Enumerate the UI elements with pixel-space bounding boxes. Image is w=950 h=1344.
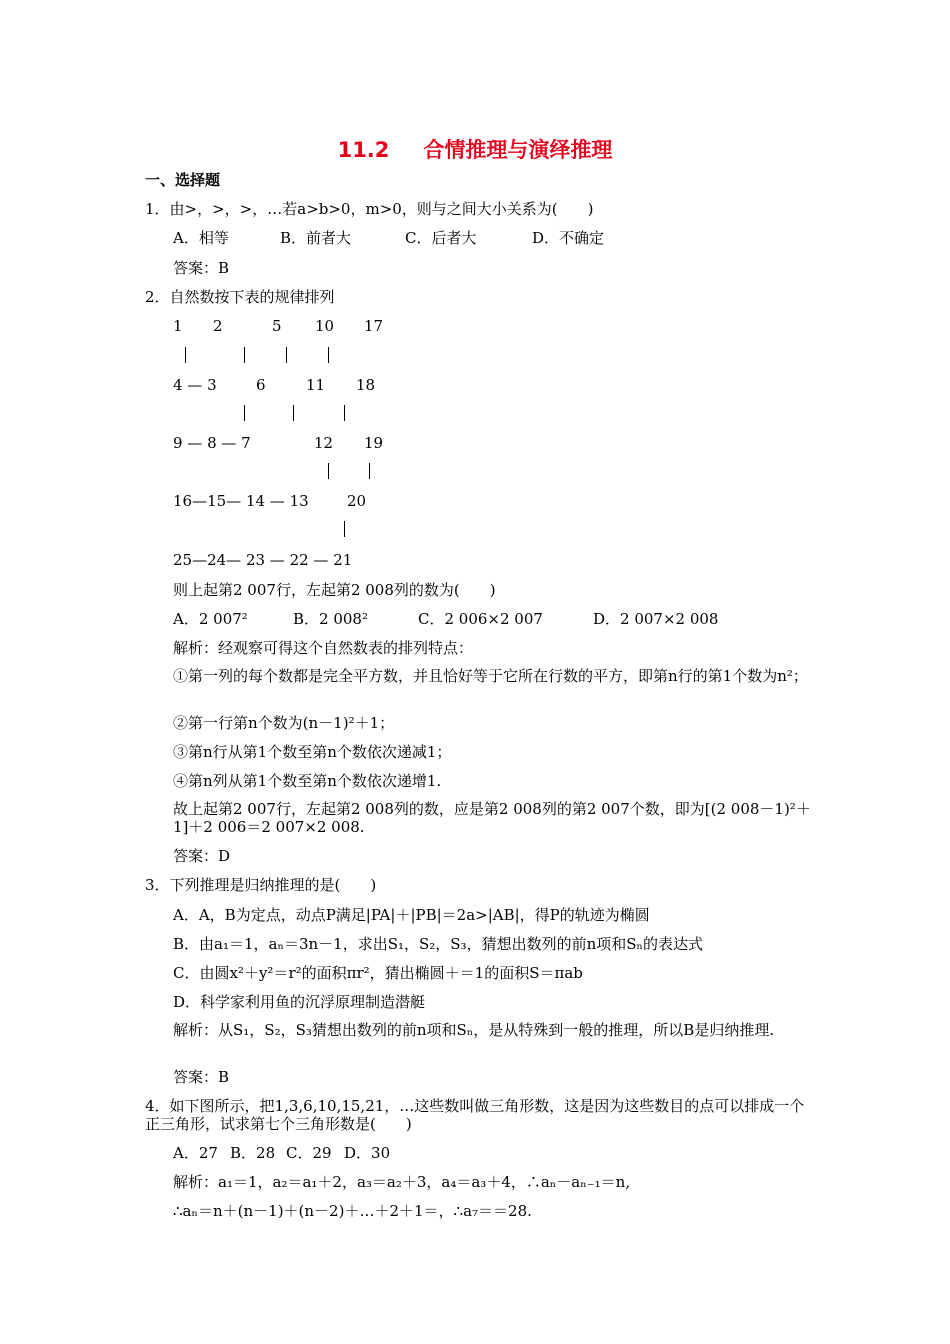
q3-option-c: C．由圆x²＋y²＝r²的面积πr²，猜出椭圆＋＝1的面积S＝πab [173,964,583,982]
q3-option-d: D．科学家利用鱼的沉浮原理制造潜艇 [173,993,426,1011]
grid-connector [286,347,287,363]
q3-option-a: A．A，B为定点，动点P满足|PA|＋|PB|＝2a>|AB|，得P的轨迹为椭圆 [173,906,650,924]
q2-point-4: ④第n列从第1个数至第n个数依次递增1. [173,772,442,790]
grid-connector [344,521,345,537]
grid-cell: 10 [315,317,335,335]
q1-answer: 答案：B [173,259,230,277]
grid-connector [344,405,345,421]
q4-analysis-line-2: ∴aₙ＝n＋(n－1)＋(n－2)＋…＋2＋1＝，∴a₇＝＝28. [173,1202,532,1220]
q4-option-c: C．29 [286,1144,332,1162]
grid-connector [328,463,329,479]
q2-option-a: A．2 007² [173,610,248,628]
grid-connector [244,405,245,421]
q4-stem: 4．如下图所示，把1,3,6,10,15,21，…这些数叫做三角形数，这是因为这些数目的点可以排成一个正三角形，试求第七个三角形数是( ) [145,1097,805,1133]
grid-cell: 17 [364,317,384,335]
q4-analysis-line-1: 解析：a₁＝1，a₂＝a₁＋2，a₃＝a₂＋3，a₄＝a₃＋4，∴aₙ－aₙ₋₁＝n, [173,1173,631,1191]
grid-cell: 9 — 8 — 7 [173,434,251,452]
grid-connector [293,405,294,421]
q1-option-c: C．后者大 [405,229,477,247]
q4-option-d: D．30 [344,1144,391,1162]
q3-stem: 3．下列推理是归纳推理的是( ) [145,876,377,894]
grid-cell: 2 [213,317,223,335]
q2-point-1: ①第一列的每个数都是完全平方数，并且恰好等于它所在行数的平方，即第n行的第1个数为n²； [173,667,808,685]
q3-answer: 答案：B [173,1068,230,1086]
grid-cell: 18 [356,376,376,394]
grid-cell: 19 [364,434,384,452]
q1-option-a: A．相等 [173,229,229,247]
q3-option-b: B．由a₁＝1，aₙ＝3n－1，求出S₁，S₂，S₃，猜想出数列的前n项和Sₙ的表达式 [173,935,703,953]
q2-option-d: D．2 007×2 008 [593,610,719,628]
grid-connector [328,347,329,363]
q1-option-b: B．前者大 [280,229,352,247]
title-number: 11.2 [337,138,390,162]
q2-answer: 答案：D [173,847,231,865]
q1-option-d: D．不确定 [532,229,605,247]
q2-conclusion: 故上起第2 007行，左起第2 008列的数，应是第2 008列的第2 007个数，即为[(2 008－1)²＋1]＋2 006＝2 007×2 008. [173,800,811,836]
grid-cell: 20 [347,492,367,510]
q2-point-3: ③第n行从第1个数至第n个数依次递减1； [173,743,452,761]
q2-option-c: C．2 006×2 007 [418,610,543,628]
grid-cell: 5 [272,317,282,335]
q2-option-b: B．2 008² [293,610,368,628]
section-heading: 一、选择题 [145,171,221,189]
q2-stem: 2．自然数按下表的规律排列 [145,288,335,306]
q4-option-b: B．28 [230,1144,276,1162]
page-title [0,134,950,164]
title-text: 合情推理与演绎推理 [423,138,613,162]
grid-cell: 4 — 3 [173,376,217,394]
q2-analysis: 解析：经观察可得这个自然数表的排列特点： [173,639,474,657]
q3-analysis: 解析：从S₁，S₂，S₃猜想出数列的前n项和Sₙ，是从特殊到一般的推理，所以B是归纳推理. [173,1021,775,1039]
grid-cell: 1 [173,317,183,335]
q1-stem: 1．由>，>，>，…若a>b>0，m>0，则与之间大小关系为( ) [145,200,594,218]
grid-cell: 16—15— 14 — 13 [173,492,309,510]
grid-connector [244,347,245,363]
grid-cell: 6 [256,376,266,394]
grid-connector [185,347,186,363]
q2-point-2: ②第一行第n个数为(n－1)²＋1； [173,714,395,732]
q2-ask: 则上起第2 007行，左起第2 008列的数为( ) [173,581,496,599]
grid-cell: 11 [306,376,326,394]
grid-cell: 25—24— 23 — 22 — 21 [173,551,353,569]
grid-connector [369,463,370,479]
q4-option-a: A．27 [173,1144,218,1162]
grid-cell: 12 [314,434,334,452]
